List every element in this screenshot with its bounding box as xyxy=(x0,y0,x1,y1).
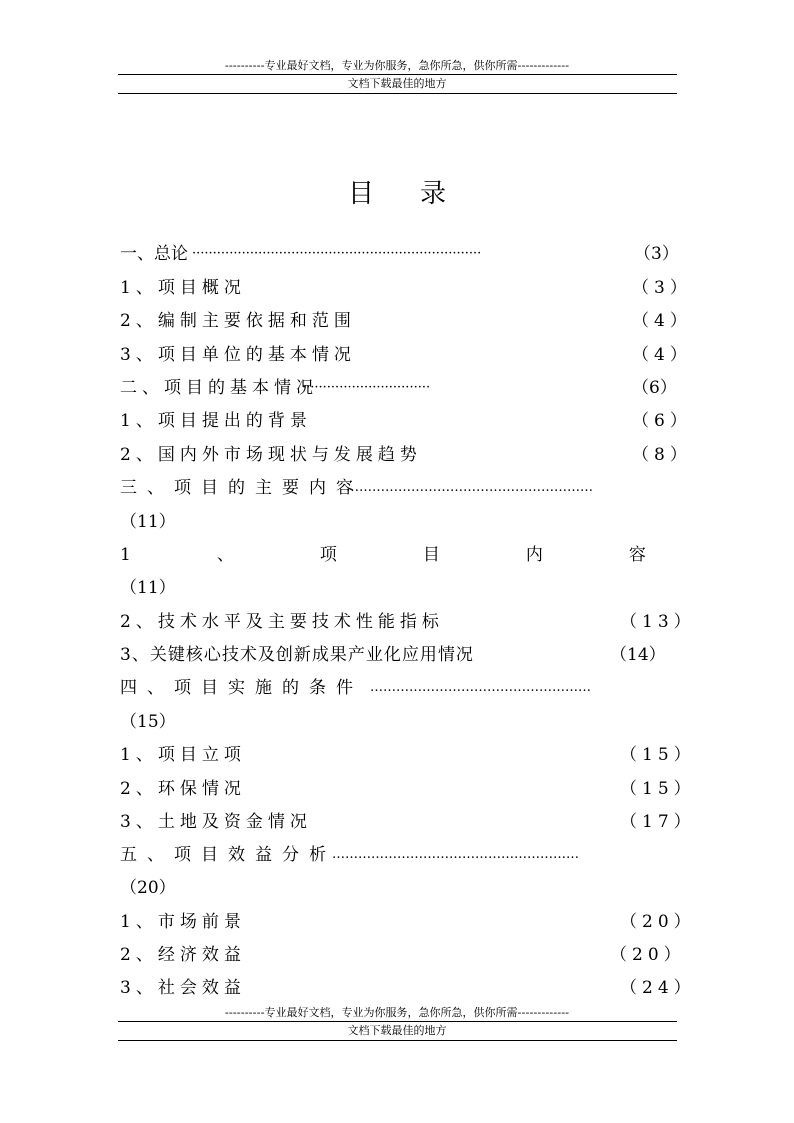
toc-entry[interactable] xyxy=(120,907,696,937)
toc-entry-page: （4） xyxy=(632,311,692,331)
toc-entry[interactable] xyxy=(120,406,692,436)
toc-entry-page: （3） xyxy=(632,278,692,298)
toc-leader-dots: ······························· xyxy=(302,380,431,395)
toc-entry-chapter-2[interactable] xyxy=(120,373,682,403)
footer-rule-bottom xyxy=(118,1040,677,1041)
toc-entry-label: 1、项目概况 xyxy=(120,278,246,298)
toc-entry-page: （20） xyxy=(620,912,696,932)
toc-entry-page: （6） xyxy=(632,411,692,431)
toc-entry-page: （4） xyxy=(632,345,692,365)
header-rule xyxy=(118,74,677,75)
toc-leader-dots: ······································································ xyxy=(192,246,482,261)
header-slogan: ----------专业最好文档，专业为你服务，急你所急，供你所需------------- xyxy=(224,59,570,72)
header-rule-bottom xyxy=(118,93,677,94)
toc-entry-label: 1、市场前景 xyxy=(120,912,246,932)
toc-entry-page: （11） xyxy=(120,578,176,598)
footer-slogan: ----------专业最好文档，专业为你服务，急你所急，供你所需------------- xyxy=(224,1006,570,1019)
toc-entry-page-line xyxy=(120,507,682,537)
toc-entry-label: 1、项目立项 xyxy=(120,745,246,765)
footer-subtitle: 文档下载最佳的地方 xyxy=(347,1024,447,1037)
toc-entry-page: （24） xyxy=(620,978,696,998)
toc-entry-label: 2、技术水平及主要技术性能指标 xyxy=(120,612,444,632)
toc-entry[interactable] xyxy=(120,273,692,303)
toc-entry-chapter-1[interactable] xyxy=(120,239,682,269)
toc-entry-label: 3、关键核心技术及创新成果产业化应用情况 xyxy=(120,645,474,665)
toc-entry[interactable] xyxy=(120,740,696,770)
toc-leader-dots: ………………………………………………… xyxy=(332,847,579,862)
toc-entry[interactable] xyxy=(120,774,696,804)
toc-entry-page: （15） xyxy=(620,779,696,799)
toc-entry-label: 二、项目的基本情况 xyxy=(120,378,318,398)
toc-entry[interactable] xyxy=(120,807,696,837)
toc-entry[interactable] xyxy=(120,440,692,470)
toc-entry-label: 2、国内外市场现状与发展趋势 xyxy=(120,445,422,465)
toc-entry-label: 3、社会效益 xyxy=(120,978,246,998)
toc-leader-dots: ………………………………………………… xyxy=(346,480,593,495)
toc-entry-justified[interactable] xyxy=(120,540,732,570)
toc-entry-page: （20） xyxy=(120,878,176,898)
toc-entry-chapter-5[interactable] xyxy=(120,840,682,870)
toc-entry[interactable] xyxy=(120,940,686,970)
toc-entry-label: 2、编制主要依据和范围 xyxy=(120,311,356,331)
toc-entry-label: 四、项目实施的条件 xyxy=(120,678,363,698)
toc-entry-page: （3） xyxy=(634,244,679,264)
toc-entry-chapter-4[interactable] xyxy=(120,673,682,703)
toc-entry-page: （13） xyxy=(620,612,696,632)
toc-entry-page: （8） xyxy=(632,445,692,465)
toc-entry-page: （17） xyxy=(620,812,696,832)
toc-entry-chapter-3[interactable] xyxy=(120,473,682,503)
toc-entry-page: （15） xyxy=(620,745,696,765)
toc-entry-page: （15） xyxy=(120,712,176,732)
toc-entry-label: 1、项目内容 xyxy=(120,545,732,565)
toc-entry-label: 3、土地及资金情况 xyxy=(120,812,312,832)
toc-entry-label: 三、项目的主要内容 xyxy=(120,478,363,498)
header-subtitle: 文档下载最佳的地方 xyxy=(347,77,447,90)
toc-entry-page: （14） xyxy=(610,645,666,665)
toc-leader-dots: …………………………………………… xyxy=(370,680,591,695)
toc-entry[interactable] xyxy=(120,973,696,1003)
footer-rule xyxy=(118,1021,677,1022)
toc-entry-label: 2、经济效益 xyxy=(120,945,246,965)
toc-title: 目录 xyxy=(347,179,492,209)
toc-entry-page-line xyxy=(120,707,682,737)
toc-entry-page-line xyxy=(120,873,682,903)
toc-entry[interactable] xyxy=(120,306,692,336)
toc-entry-label: 一、总论 xyxy=(120,244,188,264)
toc-entry[interactable] xyxy=(120,340,692,370)
toc-entry[interactable] xyxy=(120,640,682,670)
toc-entry[interactable] xyxy=(120,607,696,637)
toc-entry-label: 3、项目单位的基本情况 xyxy=(120,345,356,365)
toc-entry-label: 五、项目效益分析 xyxy=(120,845,336,865)
toc-entry-page-line xyxy=(120,573,682,603)
toc-entry-page: （6） xyxy=(632,378,677,398)
toc-entry-page: （20） xyxy=(610,945,686,965)
toc-entry-page: （11） xyxy=(120,512,176,532)
toc-entry-label: 1、项目提出的背景 xyxy=(120,411,312,431)
toc-entry-label: 2、环保情况 xyxy=(120,779,246,799)
